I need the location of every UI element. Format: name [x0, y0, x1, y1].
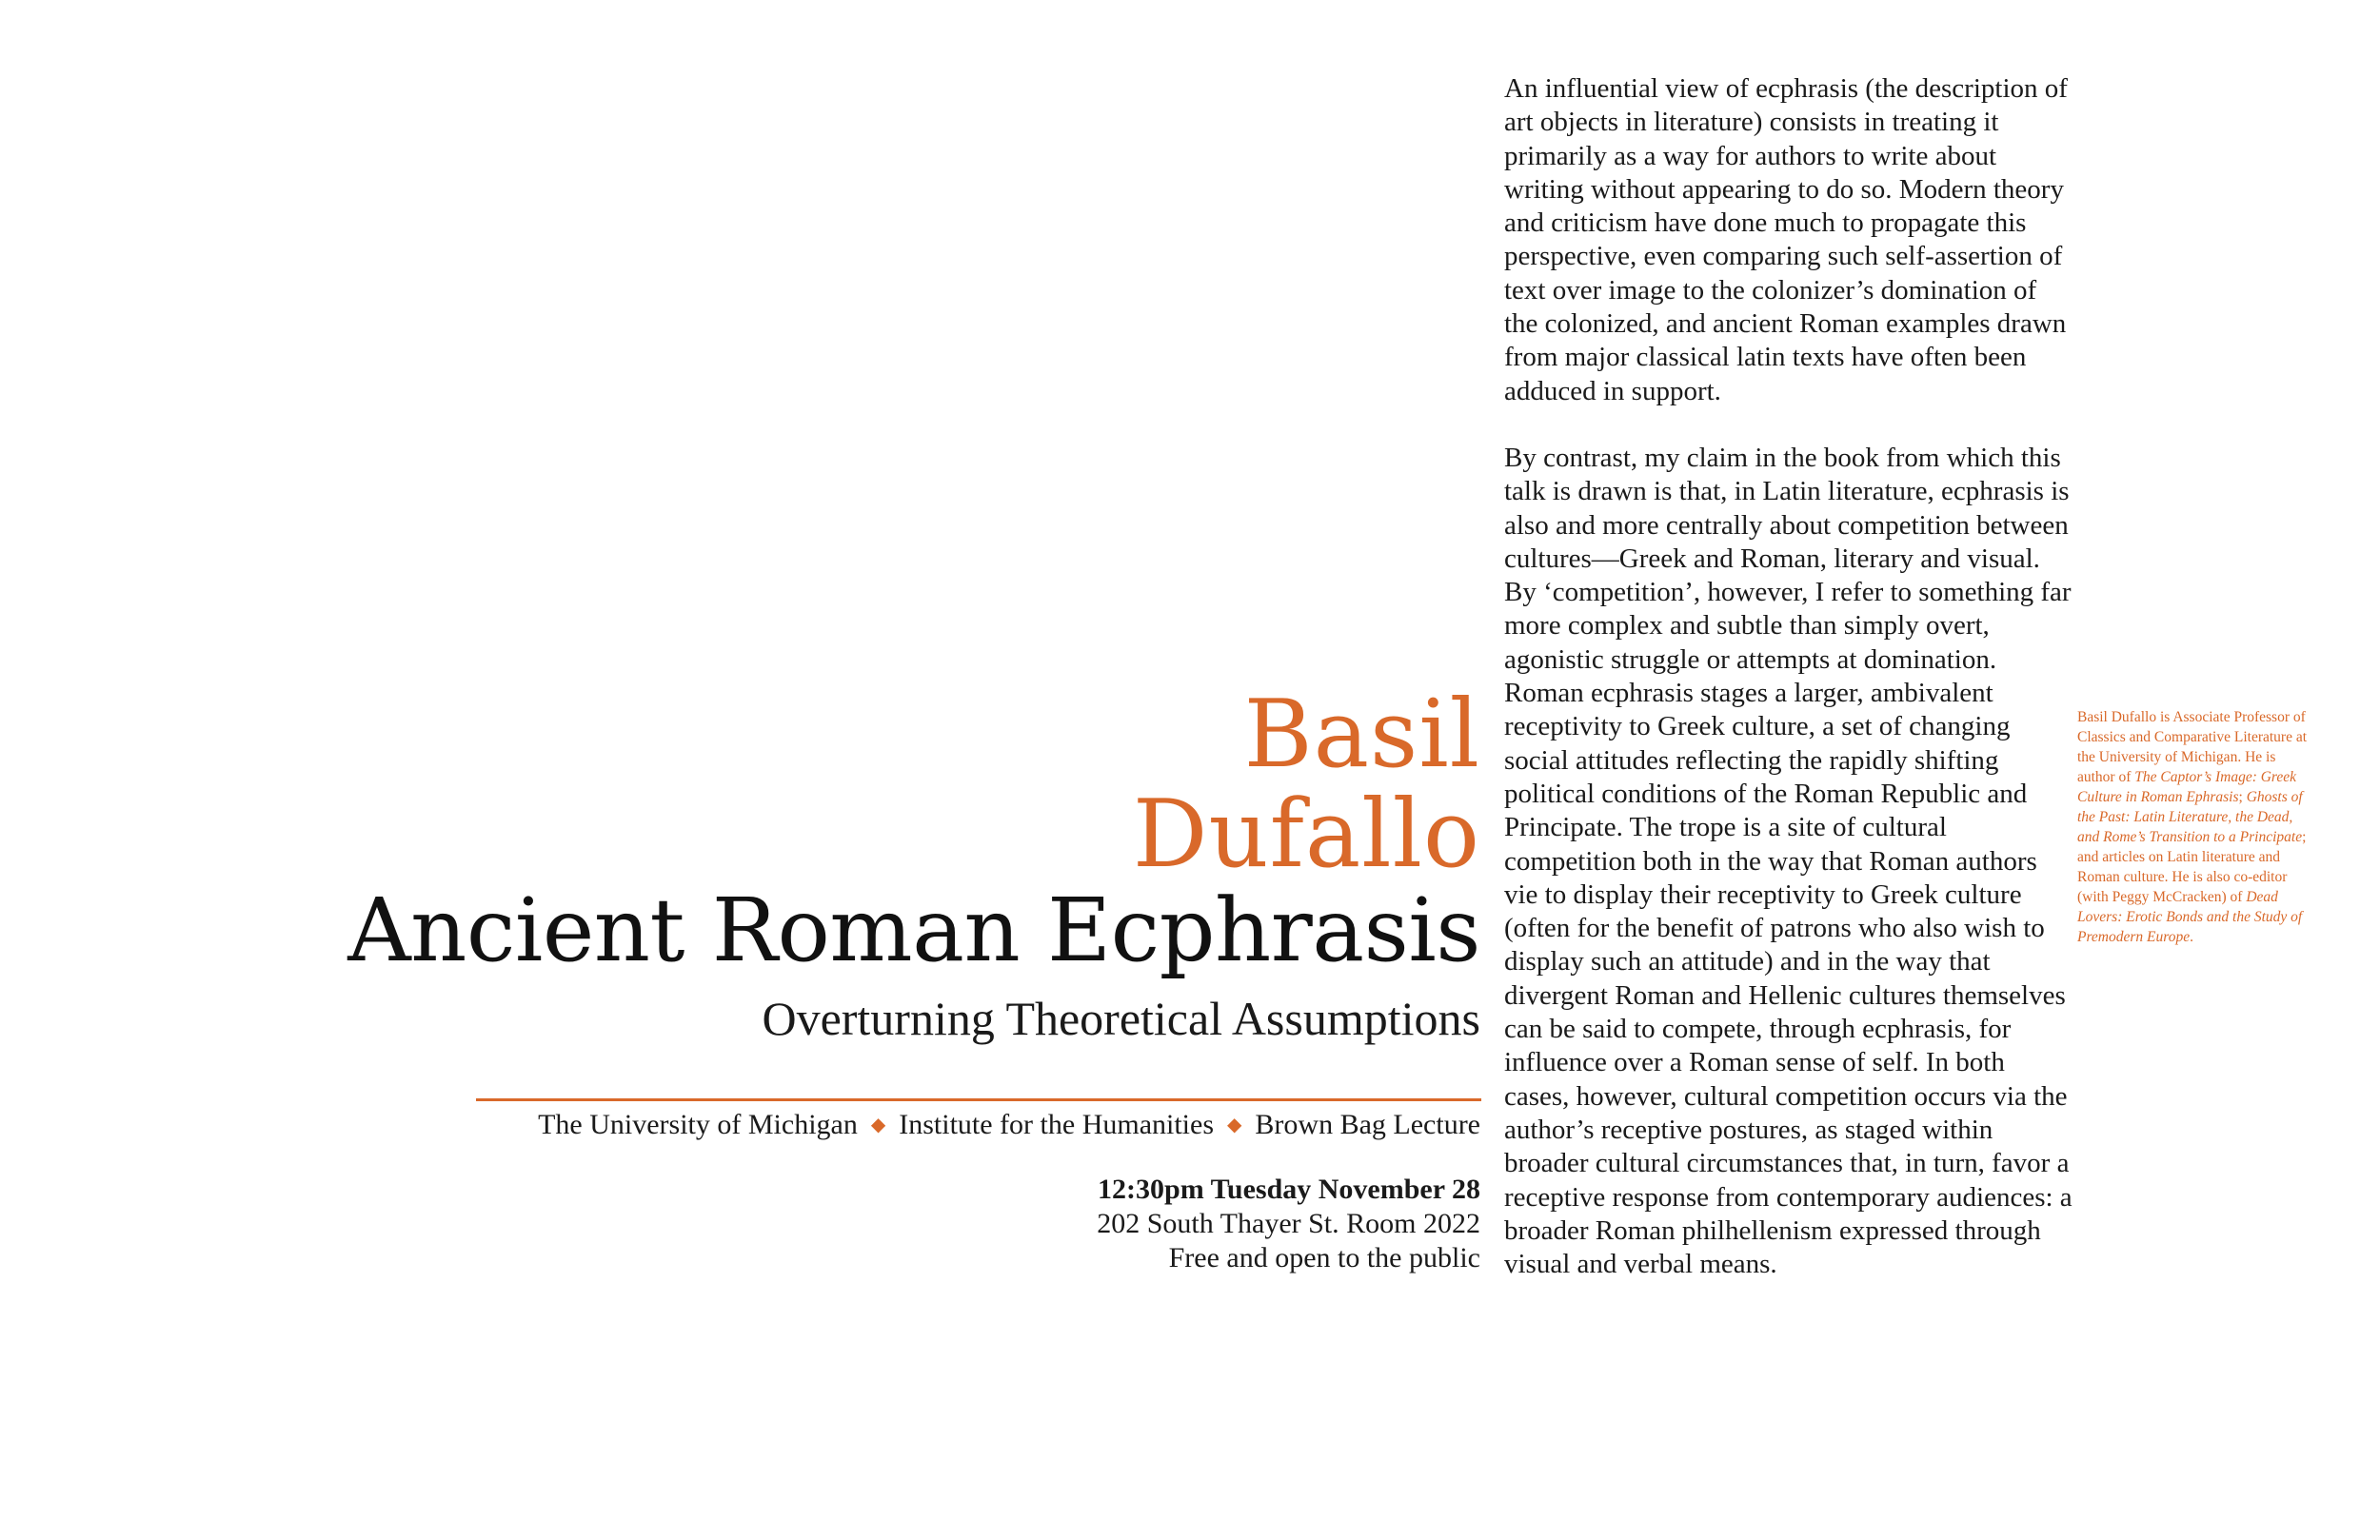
diamond-icon: ◆ — [870, 1115, 886, 1135]
bio-book-2: Ghosts of the Past: Latin Literature, the Dead, and Rome’s Transition to a Principate — [2077, 789, 2303, 845]
organizer-line — [538, 1106, 1480, 1144]
bio-separator: ; — [2238, 789, 2247, 805]
organizer-series: Brown Bag Lecture — [1255, 1109, 1480, 1140]
event-admission: Free and open to the public — [1168, 1242, 1480, 1273]
speaker-bio — [2077, 707, 2315, 947]
organizer-institute: Institute for the Humanities — [899, 1109, 1215, 1140]
abstract-paragraph-2: By contrast, my claim in the book from which this talk is drawn is that, in Latin literature, ecphrasis is also and more centrally about competition between cultures—Greek and Roman, literary and visual. By ‘competition’, however, I refer to something far more complex and subtle than simply overt, agonistic struggle or attempts at domination. Roman ecphrasis stages a larger, ambivalent receptivity to Greek culture, a set of changing social attitudes reflecting the rapidly shifting political conditions of the Roman Republic and Principate. The trope is a site of cultural competition both in the way that Roman authors vie to display their receptivity to Greek culture (often for the benefit of patrons who also wish to display such an attitude) and in the way that divergent Roman and Hellenic cultures themselves can be said to compete, through ecphrasis, for influence over a Roman sense of self. In both cases, however, cultural competition occurs via the author’s receptive postures, as staged within broader cultural circumstances that, in turn, favor a receptive response from contemporary audiences: a broader Roman philhellenism expressed through visual and verbal means. — [1504, 442, 2073, 1280]
bio-end: . — [2190, 929, 2193, 945]
talk-subtitle: Overturning Theoretical Assumptions — [762, 992, 1480, 1045]
event-details — [1097, 1173, 1480, 1275]
bio-book-3: Dead Lovers: Erotic Bonds and the Study of Premodern Europe — [2077, 889, 2303, 945]
organizer-university: The University of Michigan — [538, 1109, 858, 1140]
bio-book-1: The Captor’s Image: Greek Culture in Roman Ephrasis — [2077, 769, 2297, 805]
speaker-last-name: Dufallo — [1132, 780, 1480, 889]
divider-rule — [476, 1098, 1481, 1101]
event-time: 12:30pm Tuesday November 28 — [1098, 1174, 1480, 1205]
abstract-paragraph-1: An influential view of ecphrasis (the description of art objects in literature) consists in treating it primarily as a way for authors to write about writing without appearing to do so. Modern theory and criticism have done much to propagate this perspective, even comparing such self-assertion of text over image to the colonizer’s domination of the colonized, and ancient Roman examples drawn from major classical latin texts have often been adduced in support. — [1504, 73, 2068, 406]
event-location: 202 South Thayer St. Room 2022 — [1097, 1208, 1480, 1239]
talk-title: Ancient Roman Ecphrasis — [347, 879, 1480, 981]
bio-middle: ; and articles on Latin literature and Roman culture. He is also co-editor (with Peggy McCracken) of — [2077, 829, 2307, 905]
abstract — [1504, 72, 2075, 1281]
bio-intro: Basil Dufallo is Associate Professor of Classics and Comparative Literature at the University of Michigan. He is author of — [2077, 709, 2308, 785]
speaker-first-name: Basil — [1243, 681, 1480, 789]
diamond-icon: ◆ — [1227, 1115, 1242, 1135]
